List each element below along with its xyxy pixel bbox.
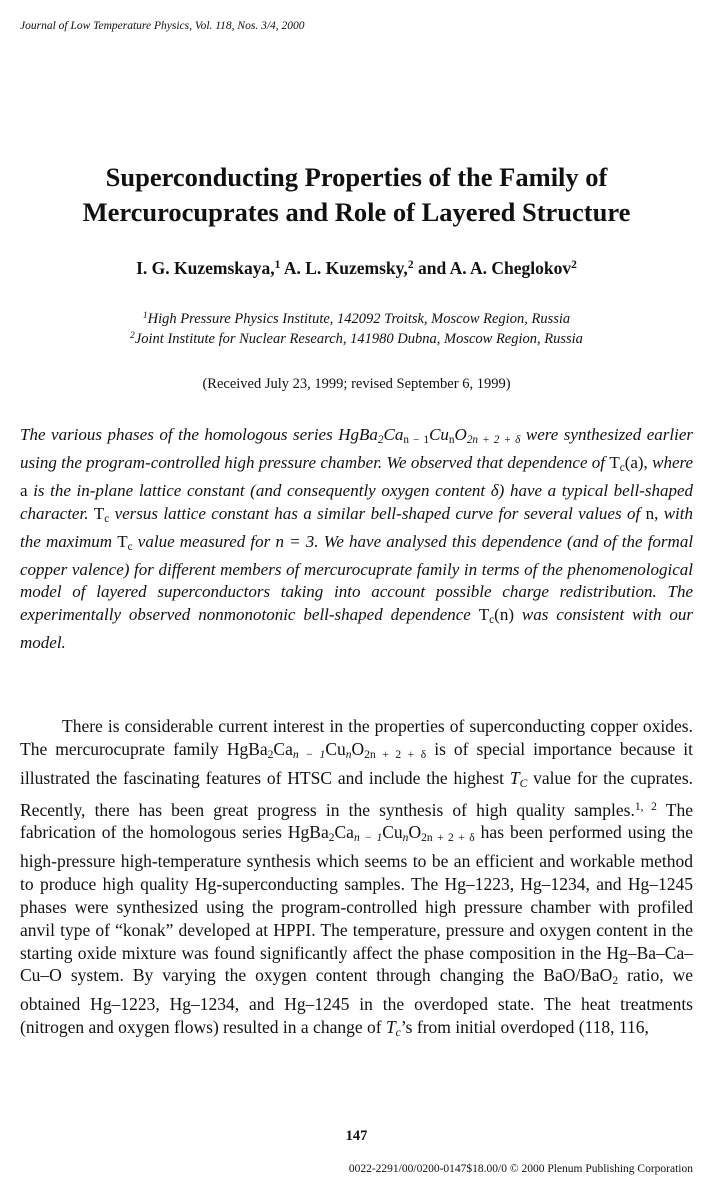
author-3-affil-mark: 2 xyxy=(571,259,577,272)
abstract xyxy=(20,424,693,655)
n-equals: n = 3. xyxy=(275,531,319,551)
body-paragraph xyxy=(20,715,693,1045)
n-symbol: n, xyxy=(645,503,659,523)
tc-letter: T xyxy=(609,452,620,472)
abstract-text: where xyxy=(652,452,694,472)
formula xyxy=(338,425,521,447)
formula-part: O xyxy=(408,822,422,843)
received-dates: (Received July 23, 1999; revised September 6, 1999) xyxy=(202,376,511,392)
author-1-affil-mark: 1 xyxy=(274,259,281,272)
body-text: There is considerable current interest in the properties of superconducting copper oxides. The mercurocuprate family xyxy=(20,716,693,759)
formula-sub: 2n + 2 + δ xyxy=(466,434,521,447)
abstract-text: value measured for xyxy=(137,531,271,551)
formula-sub: 2 xyxy=(267,749,274,762)
author-1: I. G. Kuzemskaya, xyxy=(136,258,275,278)
formula-part: HgBa xyxy=(287,822,329,843)
author-3: A. A. Cheglokov xyxy=(449,258,572,278)
lattice-symbol: a xyxy=(20,480,28,500)
author-2: A. L. Kuzemsky, xyxy=(283,258,408,278)
page-number: 147 xyxy=(345,1128,368,1144)
formula-sub: n − 1 xyxy=(292,749,326,762)
formula-sub: 2 xyxy=(612,975,619,988)
tc-letter: T xyxy=(117,531,128,551)
formula-sub: 2 xyxy=(328,832,335,845)
affiliation-1-text: High Pressure Physics Institute, 142092 Troitsk, Moscow Region, Russia xyxy=(147,310,571,327)
tc-letter: T xyxy=(385,1017,396,1038)
formula-part: HgBa xyxy=(226,738,268,759)
formula-part: Ca xyxy=(273,738,293,759)
formula-sub: 2n + 2 + δ xyxy=(421,832,475,845)
formula xyxy=(287,822,475,845)
formula-part: Cu xyxy=(382,822,403,843)
tc-symbol xyxy=(94,504,109,523)
body-text: is of special importance because it illustrated the fascinating features of HTSC and include the highest xyxy=(20,738,694,788)
abstract-text: We have analysed this dependence (and of the formal copper valence) for different members of mercurocuprate family in terms of the phenomenological model of layered superconductors taking into account possible charge redistribution. The experimentally observed nonmonotonic bell-shaped dependence xyxy=(20,531,694,625)
formula-part: Cu xyxy=(429,425,449,444)
tc-sub: C xyxy=(519,778,528,791)
formula-sub: 2n + 2 + δ xyxy=(364,749,427,762)
affiliation-2 xyxy=(20,330,693,348)
tc-sub: c xyxy=(489,614,495,627)
affiliation-2-text: Joint Institute for Nuclear Research, 141980 Dubna, Moscow Region, Russia xyxy=(134,330,583,347)
tc-symbol xyxy=(117,532,132,551)
author-2-affil-mark: 2 xyxy=(407,259,414,272)
tc-letter: T xyxy=(93,503,105,523)
tc-letter: T xyxy=(509,767,520,788)
abstract-text: is the in-plane lattice constant (and consequently oxygen content δ) have a typical bell-shaped character. xyxy=(20,480,693,523)
formula xyxy=(226,738,427,762)
abstract-text: were synthesized earlier using the program-controlled high pressure chamber. We observed that dependence of xyxy=(20,425,694,472)
affiliation-1-mark: 1 xyxy=(142,310,148,321)
formula-sub: n − 1 xyxy=(353,832,383,845)
abstract-text: The various phases of the homologous series xyxy=(20,425,333,444)
formula-part: Ca xyxy=(334,822,354,843)
tc-symbol xyxy=(478,605,514,627)
formula-part: O xyxy=(351,738,365,759)
paper-title xyxy=(20,160,693,230)
title-line-1: Superconducting Properties of the Family of xyxy=(105,162,608,192)
formula-sub: n − 1 xyxy=(403,434,430,447)
journal-header: Journal of Low Temperature Physics, Vol. 118, Nos. 3/4, 2000 xyxy=(20,20,305,32)
tc-symbol xyxy=(385,1017,401,1040)
formula-sub: 2 xyxy=(377,434,384,447)
body-text: value for the cuprates. Recently, there has been great progress in the synthesis of high quality samples. xyxy=(20,767,694,820)
affiliation-1 xyxy=(20,310,693,328)
body-text: ratio, we obtained Hg–1223, Hg–1234, and Hg–1245 in the overdoped state. The heat treatments (nitrogen and oxygen flows) resulted in a change of xyxy=(20,965,693,1038)
title-line-2: Mercurocuprates and Role of Layered Structure xyxy=(82,197,631,227)
abstract-text: was consistent with our model. xyxy=(20,605,693,653)
tc-sub: c xyxy=(127,540,133,553)
author-list xyxy=(20,258,693,279)
tc-letter: T xyxy=(478,605,490,625)
formula-part: HgBa xyxy=(338,425,378,444)
formula-part: Cu xyxy=(325,738,346,759)
formula-part: O xyxy=(454,425,467,444)
copyright-line: 0022-2291/00/0200-0147$18.00/0 © 2000 Plenum Publishing Corporation xyxy=(348,1163,693,1175)
tc-sub: c xyxy=(619,462,625,475)
body-text: The fabrication of the homologous series xyxy=(20,799,694,843)
body-text: ’s from initial overdoped (118, 116, xyxy=(400,1017,649,1038)
formula-part: Ca xyxy=(383,425,404,444)
formula-sub: n xyxy=(402,832,409,845)
affiliation-2-mark: 2 xyxy=(130,330,135,341)
formula-sub: n xyxy=(448,434,455,447)
body-text: has been performed using the high-pressure high-temperature synthesis which seems to be an efficient and workable method to produce high quality Hg-superconducting samples. The Hg–1223, Hg–1234, and Hg–1245 phases were synthesized using the program-controlled high pressure chamber with profiled anvil type of “konak” developed at HPPI. The temperature, pressure and oxygen content in the starting oxide mixture was found significantly affect the phase composition in the Hg–Ba–Ca–Cu–O system. By varying the oxygen content through changing the BaO/BaO xyxy=(20,822,694,986)
tc-argument: (n) xyxy=(494,605,514,625)
tc-symbol xyxy=(609,452,648,475)
tc-sub: c xyxy=(104,512,110,525)
abstract-text: versus lattice constant has a similar bell-shaped curve for several values of xyxy=(114,503,641,523)
tc-sub: c xyxy=(395,1027,401,1040)
tc-argument: (a), xyxy=(624,452,648,472)
formula-sub: n xyxy=(345,749,352,762)
citation-ref: 1, 2 xyxy=(634,800,657,813)
author-conjunction: and xyxy=(417,258,447,278)
abstract-text: with the maximum xyxy=(20,503,693,551)
tc-symbol xyxy=(509,767,528,791)
